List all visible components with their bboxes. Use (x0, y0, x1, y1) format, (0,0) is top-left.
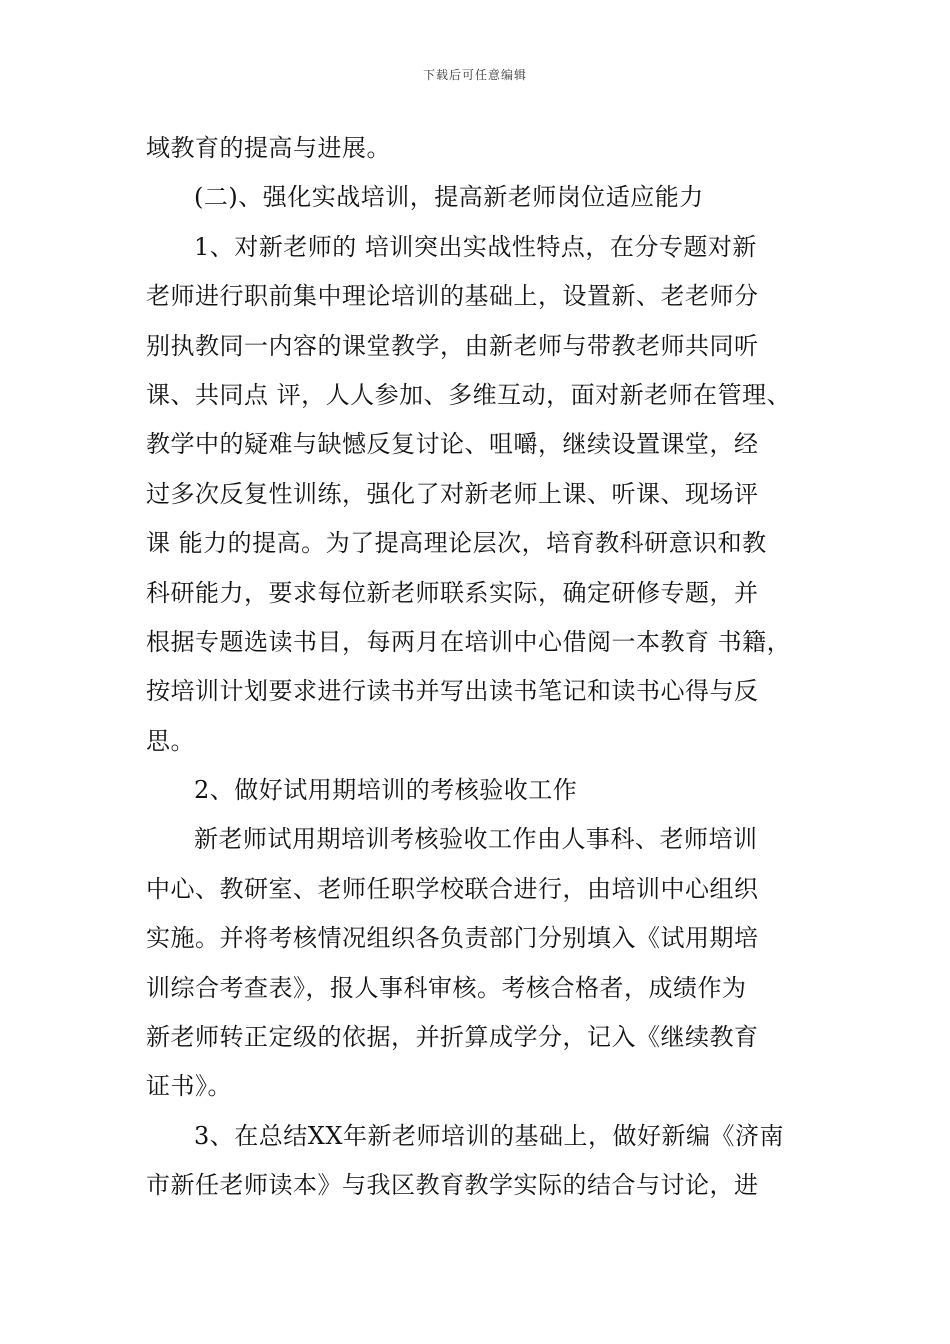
paragraph-line: 市新任老师读本》与我区教育教学实际的结合与讨论，进 (146, 1171, 759, 1200)
paragraph-line: 科研能力，要求每位新老师联系实际，确定研修专题，并 (146, 578, 759, 607)
paragraph-line: 课 能力的提高。为了提高理论层次，培育教科研意识和教 (146, 529, 767, 558)
paragraph-line: 课、共同点 评，人人参加、多维互动，面对新老师在管理、 (146, 380, 792, 409)
paragraph-line: 新老师转正定级的依据，并折算成学分，记入《继续教育 (146, 1023, 759, 1052)
paragraph-line: 训综合考查表》，报人事科审核。考核合格者，成绩作为 (146, 973, 747, 1002)
paragraph-line: 1、对新老师的 培训突出实战性特点，在分专题对新 (194, 232, 757, 261)
paragraph-line: 根据专题选读书目，每两月在培训中心借阅一本教育 书籍， (146, 627, 792, 656)
paragraph-line: 域教育的提高与进展。 (146, 134, 391, 162)
paragraph-line: 按培训计划要求进行读书并写出读书笔记和读书心得与反 (146, 677, 759, 706)
paragraph-line: 过多次反复性训练，强化了对新老师上课、听课、现场评 (146, 479, 759, 508)
paragraph-line: 别执教同一内容的课堂教学，由新老师与带教老师共同听 (146, 331, 759, 360)
paragraph-line: 思。 (146, 726, 195, 755)
section-heading: (二)、强化实战培训，提高新老师岗位适应能力 (194, 183, 704, 212)
subsection-heading: 2、做好试用期培训的考核验收工作 (194, 776, 578, 805)
paragraph-line: 中心、教研室、老师任职学校联合进行，由培训中心组织 (146, 874, 759, 903)
page-header: 下载后可任意编辑 (422, 68, 527, 82)
paragraph-line: 证书》。 (146, 1072, 232, 1101)
paragraph-line: 3、在总结XX年新老师培训的基础上，做好新编《济南 (194, 1121, 784, 1150)
paragraph-line: 实施。并将考核情况组织各负责部门分别填入《试用期培 (146, 924, 759, 953)
paragraph-line: 教学中的疑难与缺憾反复讨论、咀嚼，继续设置课堂，经 (146, 430, 759, 459)
document-body (146, 124, 826, 1211)
paragraph-line: 老师进行职前集中理论培训的基础上，设置新、老老师分 (146, 282, 759, 311)
paragraph-line: 新老师试用期培训考核验收工作由人事科、老师培训 (194, 825, 758, 854)
